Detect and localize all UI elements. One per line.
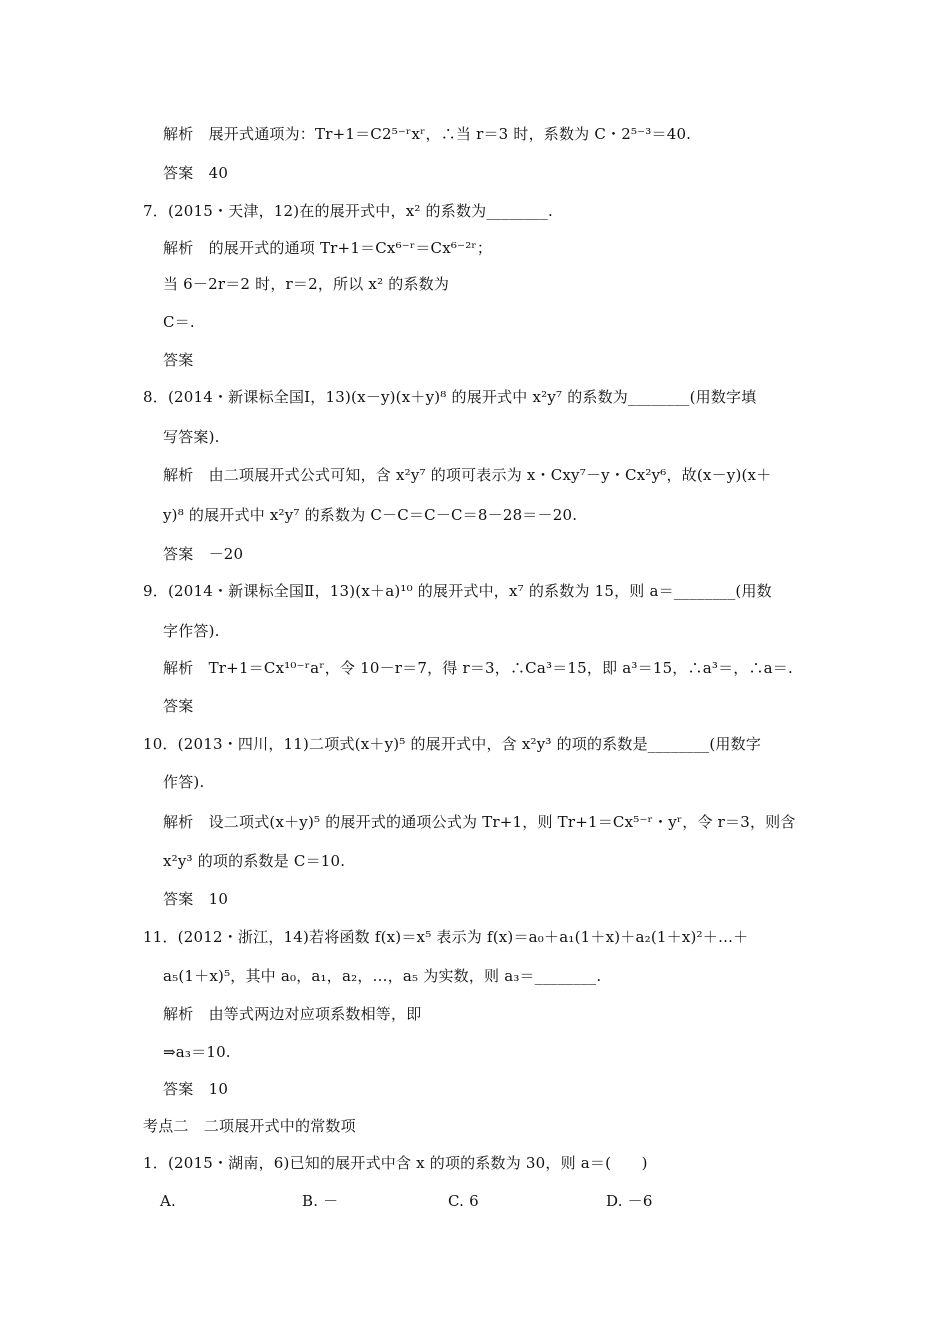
line-solution: 解析 的展开式的通项 Tr+1＝Cx⁶⁻ʳ＝Cx⁶⁻²ʳ；: [163, 239, 493, 257]
line-answer: 答案 10: [163, 1080, 229, 1098]
line-question-1: 1．(2015・湖南，6)已知的展开式中含 x 的项的系数为 30，则 a＝( ): [143, 1154, 648, 1172]
line-question-11: 11．(2012・浙江，14)若将函数 f(x)＝x⁵ 表示为 f(x)＝a₀＋a₁(1＋x)＋a₂(1＋x)²＋…＋: [143, 928, 749, 946]
line-solution: 解析 Tr+1＝Cx¹⁰⁻ʳaʳ，令 10－r＝7，得 r＝3，∴Ca³＝15，即 a³＝15，∴a³＝，∴a＝.: [163, 659, 793, 677]
line-solution: 解析 由等式两边对应项系数相等，即: [163, 1005, 422, 1023]
line-solution: x²y³ 的项的系数是 C＝10.: [163, 852, 346, 870]
option-d: D. －6: [606, 1192, 653, 1210]
line-solution: 当 6－2r＝2 时，r＝2，所以 x² 的系数为: [163, 275, 450, 293]
line-answer: 答案: [163, 351, 194, 369]
section-heading: 考点二 二项展开式中的常数项: [143, 1117, 356, 1135]
option-b: B. －: [302, 1192, 339, 1210]
line-question-10-cont: 作答).: [163, 773, 205, 791]
line-question-9-cont: 字作答).: [163, 622, 220, 640]
line-solution: y)⁸ 的展开式中 x²y⁷ 的系数为 C－C＝C－C＝8－28＝－20.: [163, 506, 578, 524]
line-question-7: 7．(2015・天津，12)在的展开式中，x² 的系数为________.: [143, 202, 553, 220]
line-question-8-cont: 写答案).: [163, 428, 220, 446]
line-answer: 答案 －20: [163, 545, 244, 563]
option-a: A.: [160, 1192, 177, 1210]
option-c: C. 6: [448, 1192, 479, 1210]
line-question-8: 8．(2014・新课标全国Ⅰ，13)(x－y)(x＋y)⁸ 的展开式中 x²y⁷ 的系数为________(用数字填: [143, 388, 757, 406]
line-solution: ⇒a₃＝10.: [163, 1043, 231, 1061]
line-question-10: 10．(2013・四川，11)二项式(x＋y)⁵ 的展开式中，含 x²y³ 的项的系数是________(用数字: [143, 735, 762, 753]
line-question-9: 9．(2014・新课标全国Ⅱ，13)(x＋a)¹⁰ 的展开式中，x⁷ 的系数为 15，则 a＝________(用数: [143, 582, 772, 600]
line-question-11-cont: a₅(1＋x)⁵，其中 a₀，a₁，a₂，…，a₅ 为实数，则 a₃＝________.: [163, 967, 602, 985]
line-answer: 答案 10: [163, 890, 229, 908]
line-solution: 解析 由二项展开式公式可知，含 x²y⁷ 的项可表示为 x・Cxy⁷－y・Cx²y⁶，故(x－y)(x＋: [163, 466, 772, 484]
line-answer: 答案: [163, 697, 194, 715]
line-solution: 解析 展开式通项为：Tr+1＝C2⁵⁻ʳxʳ，∴当 r＝3 时，系数为 C・2⁵⁻³＝40.: [163, 125, 692, 143]
line-answer: 答案 40: [163, 164, 229, 182]
line-solution: C＝.: [163, 313, 195, 331]
line-solution: 解析 设二项式(x＋y)⁵ 的展开式的通项公式为 Tr+1，则 Tr+1＝Cx⁵⁻ʳ・yʳ，令 r＝3，则含: [163, 813, 796, 831]
